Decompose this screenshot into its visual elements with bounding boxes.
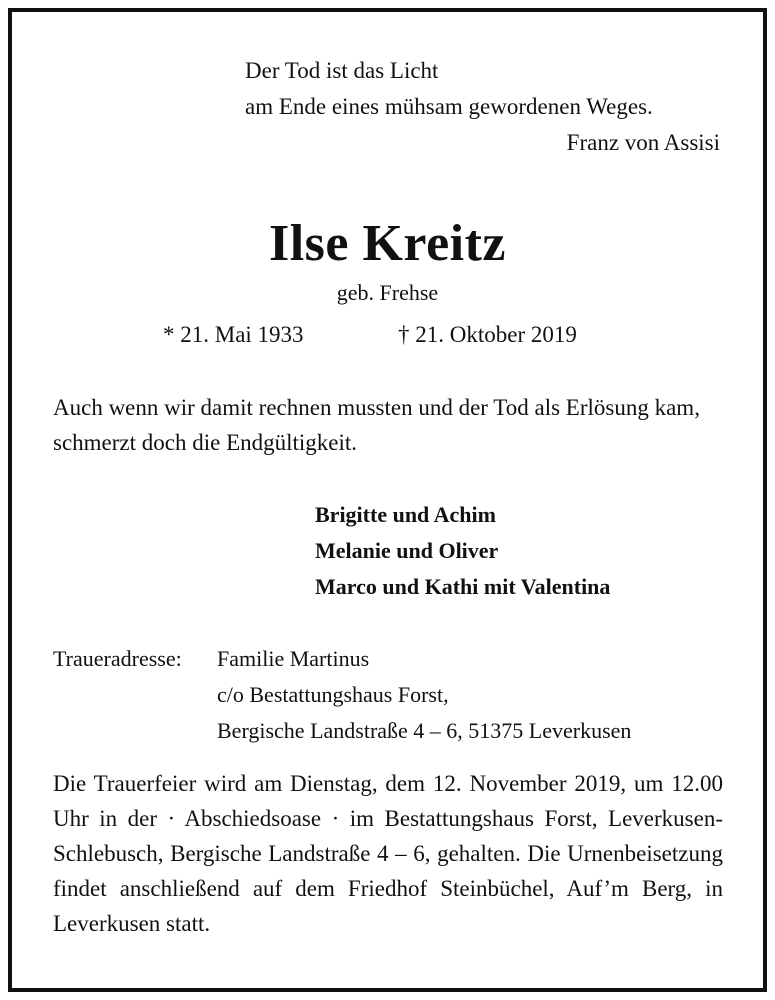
quote-line-2: am Ende eines mühsam gewordenen Weges. xyxy=(245,94,653,119)
mourner-2: Melanie und Oliver xyxy=(315,538,499,563)
ceremony-details: Die Trauerfeier wird am Dienstag, dem 12. November 2019, um 12.00 Uhr in der · Abschiedsoase · im Bestattungshaus Forst, Leverkusen-Schlebusch, Bergische Landstraße 4 – 6, gehalten. Die Urnenbeisetzung findet anschließend auf dem Friedhof Steinbüchel, Auf’m Berg, in Leverkusen statt. xyxy=(53,771,723,936)
address-line-2: c/o Bestattungshaus Forst, xyxy=(217,682,449,707)
mourner-3: Marco und Kathi mit Valentina xyxy=(315,574,611,599)
address-label: Traueradresse: xyxy=(53,646,182,671)
quote-author: Franz von Assisi xyxy=(566,130,720,155)
birth-name: geb. Frehse xyxy=(336,280,439,305)
death-date: † 21. Oktober 2019 xyxy=(398,322,577,347)
birth-date: * 21. Mai 1933 xyxy=(163,322,304,347)
deceased-name: Ilse Kreitz xyxy=(268,215,506,272)
address-line-1: Familie Martinus xyxy=(217,646,370,671)
address-line-3: Bergische Landstraße 4 – 6, 51375 Leverkusen xyxy=(217,718,632,743)
quote-line-1: Der Tod ist das Licht xyxy=(245,58,439,83)
condolence-message: Auch wenn wir damit rechnen mussten und der Tod als Erlösung kam, schmerzt doch die Endgültigkeit. xyxy=(53,395,700,455)
mourner-1: Brigitte und Achim xyxy=(315,502,496,527)
